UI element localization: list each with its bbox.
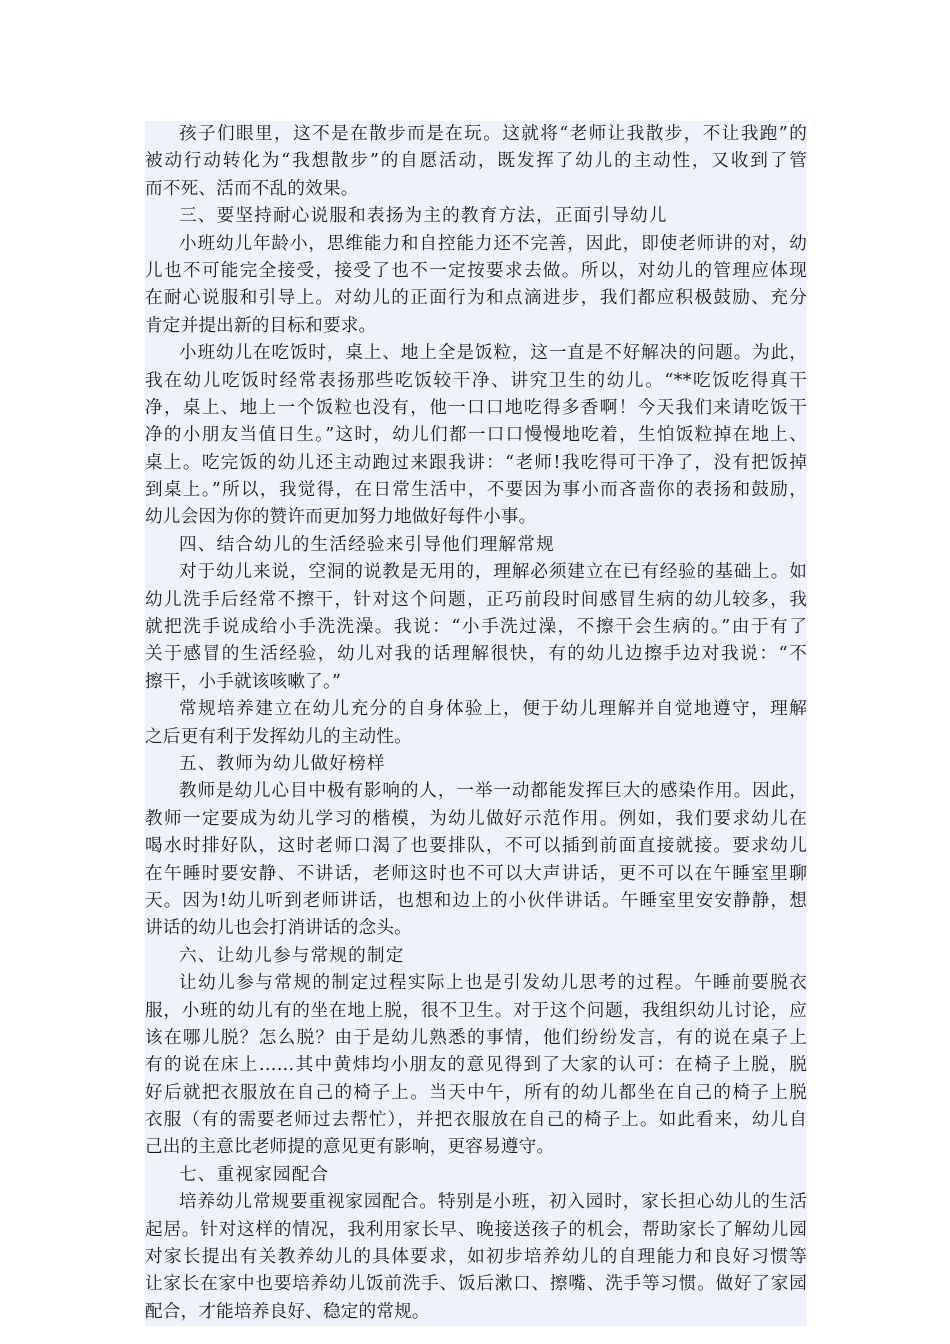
section-heading: 五、教师为幼儿做好榜样: [179, 753, 386, 774]
text-line: 对家长提出有关教养幼儿的具体要求，如初步培养幼儿的自理能力和良好习惯等: [145, 1247, 807, 1268]
text-line: 天。因为!幼儿听到老师讲话，也想和边上的小伙伴讲话。午睡室里安安静静，想: [145, 890, 807, 911]
text-line: 肯定并提出新的目标和要求。: [145, 315, 377, 336]
text-line: 好后就把衣服放在自己的椅子上。当天中午，所有的幼儿都坐在自己的椅子上脱: [145, 1082, 807, 1103]
text-line: 小班幼儿在吃饭时，桌上、地上全是饭粒，这一直是不好解决的问题。为此，: [179, 343, 807, 364]
text-line: 有的说在床上……其中黄炜均小朋友的意见得到了大家的认可：在椅子上脱，脱: [145, 1055, 807, 1076]
text-line: 服，小班的幼儿有的坐在地上脱，很不卫生。对于这个问题，我组织幼儿讨论，应: [145, 1000, 807, 1021]
section-heading: 六、让幼儿参与常规的制定: [179, 945, 405, 966]
text-line: 到桌上。”所以，我觉得，在日常生活中，不要因为事小而吝啬你的表扬和鼓励，: [145, 480, 807, 501]
section-heading: 七、重视家园配合: [179, 1164, 330, 1185]
article-body: [145, 121, 807, 1326]
text-line: 衣服（有的需要老师过去帮忙），并把衣服放在自己的椅子上。如此看来，幼儿自: [145, 1110, 807, 1131]
text-line: 之后更有利于发挥幼儿的主动性。: [145, 726, 412, 747]
text-line: 桌上。吃完饭的幼儿还主动跑过来跟我讲：“老师!我吃得可干净了，没有把饭掉: [145, 452, 807, 473]
section-heading: 三、要坚持耐心说服和表扬为主的教育方法，正面引导幼儿: [179, 206, 668, 227]
text-line: 净，桌上、地上一个饭粒也没有，他一口口地吃得多香啊！今天我们来请吃饭干: [145, 397, 807, 418]
text-line: 让幼儿参与常规的制定过程实际上也是引发幼儿思考的过程。午睡前要脱衣: [179, 973, 807, 994]
text-line: 让家长在家中也要培养幼儿饭前洗手、饭后漱口、擦嘴、洗手等习惯。做好了家园: [145, 1274, 807, 1295]
text-line: 擦干，小手就该咳嗽了。”: [145, 671, 342, 692]
text-line: 教师是幼儿心目中极有影响的人，一举一动都能发挥巨大的感染作用。因此，: [179, 781, 807, 802]
text-line: 常规培养建立在幼儿充分的自身体验上，便于幼儿理解并自觉地遵守，理解: [179, 699, 807, 720]
text-line: 儿也不可能完全接受，接受了也不一定按要求去做。所以，对幼儿的管理应体现: [145, 260, 807, 281]
text-line: 培养幼儿常规要重视家园配合。特别是小班，初入园时，家长担心幼儿的生活: [179, 1192, 807, 1213]
text-line: 幼儿洗手后经常不擦干，针对这个问题，正巧前段时间感冒生病的幼儿较多，我: [145, 589, 807, 610]
text-line: 我在幼儿吃饭时经常表扬那些吃饭较干净、讲究卫生的幼儿。“**吃饭吃得真干: [145, 370, 807, 391]
text-line: 该在哪儿脱？怎么脱？由于是幼儿熟悉的事情，他们纷纷发言，有的说在桌子上: [145, 1027, 807, 1048]
text-line: 关于感冒的生活经验，幼儿对我的话理解很快，有的幼儿边擦手边对我说：“不: [145, 644, 807, 665]
text-line: 在耐心说服和引导上。对幼儿的正面行为和点滴进步，我们都应积极鼓励、充分: [145, 288, 807, 309]
text-line: 小班幼儿年龄小，思维能力和自控能力还不完善，因此，即使老师讲的对，幼: [179, 233, 807, 254]
text-line: 对于幼儿来说，空洞的说教是无用的，理解必须建立在已有经验的基础上。如: [179, 562, 807, 583]
section-heading: 四、结合幼儿的生活经验来引导他们理解常规: [179, 534, 555, 555]
text-line: 喝水时排好队，这时老师口渴了也要排队，不可以插到前面直接就接。要求幼儿: [145, 836, 807, 857]
text-line: 己出的主意比老师提的意见更有影响，更容易遵守。: [145, 1137, 555, 1158]
text-line: 幼儿会因为你的赞许而更加努力地做好每件小事。: [145, 507, 537, 528]
text-line: 在午睡时要安静、不讲话，老师这时也不可以大声讲话，更不可以在午睡室里聊: [145, 863, 807, 884]
text-line: 配合，才能培养良好、稳定的常规。: [145, 1301, 430, 1322]
text-line: 净的小朋友当值日生。”这时，幼儿们都一口口慢慢地吃着，生怕饭粒掉在地上、: [145, 425, 807, 446]
text-line: 就把洗手说成给小手洗洗澡。我说：“小手洗过澡，不擦干会生病的。”由于有了: [145, 617, 807, 638]
text-line: 起居。针对这样的情况，我利用家长早、晚接送孩子的机会，帮助家长了解幼儿园: [145, 1219, 807, 1240]
text-line: 讲话的幼儿也会打消讲话的念头。: [145, 918, 412, 939]
text-line: 孩子们眼里，这不是在散步而是在玩。这就将“老师让我散步，不让我跑”的: [179, 124, 807, 144]
text-line: 被动行动转化为“我想散步”的自愿活动，既发挥了幼儿的主动性，又收到了管: [145, 151, 807, 172]
text-line: 教师一定要成为幼儿学习的楷模，为幼儿做好示范作用。例如，我们要求幼儿在: [145, 808, 807, 829]
text-line: 而不死、活而不乱的效果。: [145, 178, 359, 199]
